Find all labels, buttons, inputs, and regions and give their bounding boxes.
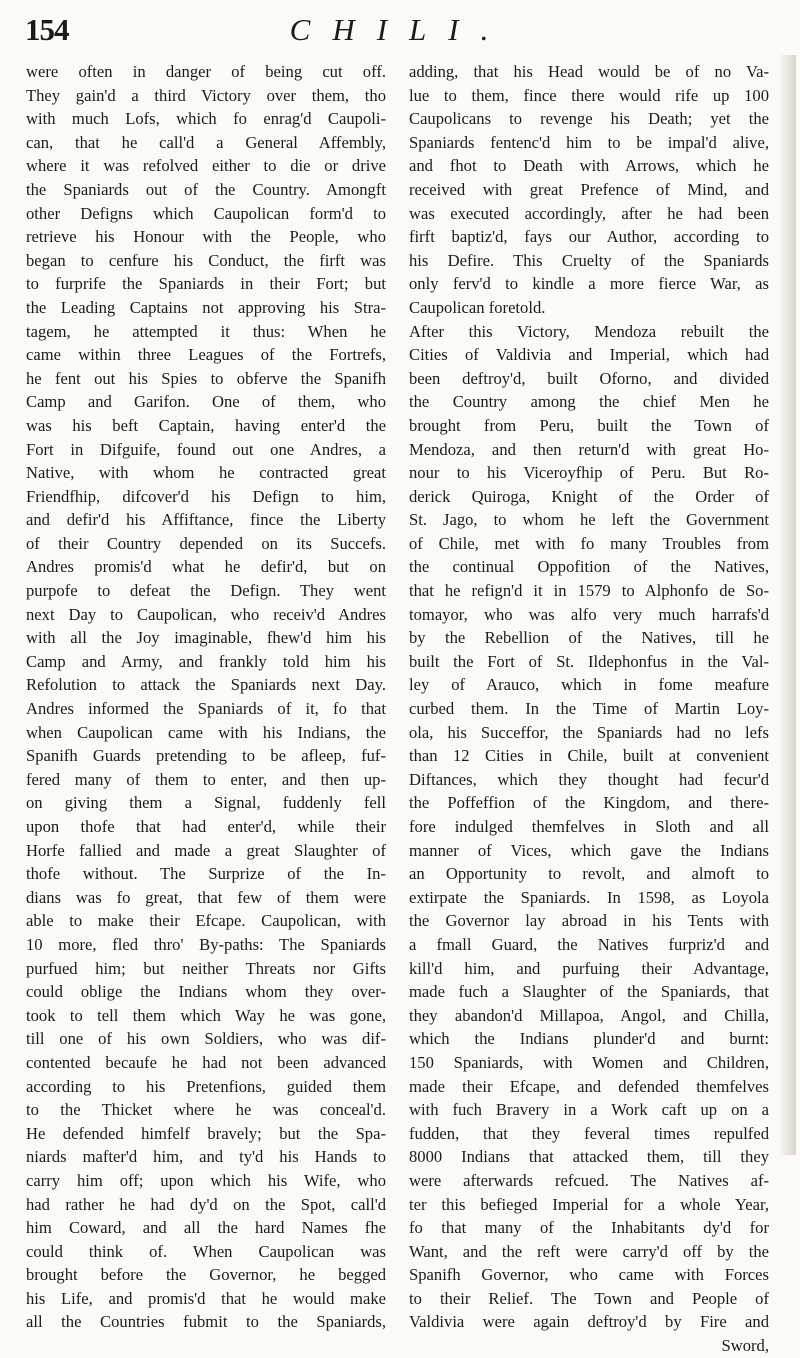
text-line: contented becaufe he had not been advanced (26, 1052, 386, 1072)
text-line: a fmall Guard, the Natives furpriz'd and (409, 934, 769, 954)
text-line: and defir'd his Affiftance, fince the Liberty (26, 510, 386, 530)
text-line: fore indulged themfelves in Sloth and all (409, 817, 769, 836)
text-line: where it was refolved either to die or drive (26, 156, 386, 176)
text-line: they abandon'd Millapoa, Angol, and Chilla, (409, 1005, 769, 1025)
text-line: able to make their Efcape. Caupolican, with (26, 911, 386, 931)
text-line: dians was fo great, that few of them were (26, 887, 386, 907)
text-line: Horfe fallied and made a great Slaughter of (26, 840, 386, 860)
text-line: brought from Peru, built the Town of (409, 415, 769, 435)
text-line: upon thofe that had enter'd, while their (26, 817, 386, 836)
text-line: on giving them a Signal, fuddenly fell (26, 793, 386, 813)
text-line: tomayor, who was alfo very much harrafs'd (409, 604, 769, 624)
text-line: tagem, he attempted it thus: When he (26, 321, 386, 341)
text-line: brought before the Governor, he begged (26, 1265, 386, 1285)
text-line: the Country among the chief Men he (409, 392, 769, 412)
text-line: 150 Spaniards, with Women and Children, (409, 1052, 769, 1072)
text-line: thofe without. The Surprize of the In- (26, 864, 386, 884)
text-line: Spaniards fentenc'd him to be impal'd alive, (409, 132, 769, 152)
text-line: till one of his own Soldiers, who was dif- (26, 1029, 386, 1049)
text-line: Andres promis'd what he defir'd, but on (26, 557, 386, 577)
page-header (0, 12, 800, 46)
text-line: purpofe to defeat the Defign. They went (26, 581, 386, 601)
text-line: could think of. When Caupolican was (26, 1241, 386, 1261)
text-line: were afterwards refcued. The Natives af- (409, 1170, 769, 1190)
text-line: his Life, and promis'd that he would make (26, 1288, 386, 1308)
page-number: 154 (25, 12, 69, 47)
text-line: the Leading Captains not approving his Stra- (26, 297, 386, 317)
text-line: an Opportunity to revolt, and almoft to (409, 864, 769, 884)
text-line: by the Rebellion of the Natives, till he (409, 628, 769, 648)
text-line: manner of Vices, which gave the Indians (409, 840, 769, 860)
text-line: extirpate the Spaniards. In 1598, as Loyola (409, 887, 769, 907)
text-line: nour to his Viceroyfhip of Peru. But Ro- (409, 463, 769, 483)
text-line: They gain'd a third Victory over them, tho (26, 85, 386, 105)
page-edge-shadow (778, 55, 796, 1155)
text-line: the continual Oppofition of the Natives, (409, 557, 769, 577)
text-line: the Poffeffion of the Kingdom, and there- (409, 793, 769, 813)
text-line: Camp and Army, and frankly told him his (26, 651, 386, 671)
text-line: made fuch a Slaughter of the Spaniards, that (409, 982, 769, 1002)
text-line: received with great Prefence of Mind, and (409, 179, 769, 199)
text-line: made their Efcape, and defended themfelves (409, 1076, 769, 1096)
text-line: with all the Joy imaginable, fhew'd him his (26, 628, 386, 648)
text-line: all the Countries fubmit to the Spaniards, (26, 1312, 386, 1332)
text-line: when Caupolican came with his Indians, the (26, 722, 386, 742)
text-line: Andres informed the Spaniards of it, fo that (26, 699, 386, 719)
text-line: fudden, that they feveral times repulfed (409, 1123, 769, 1143)
text-line: ola, his Succeffor, the Spaniards had no lefs (409, 722, 769, 742)
text-line: took to tell them which Way he was gone, (26, 1005, 386, 1025)
running-title: CHILI. (289, 12, 511, 47)
text-line: carry him off; upon which his Wife, who (26, 1170, 386, 1190)
text-line: Sword, (721, 1336, 769, 1356)
text-line: Cities of Valdivia and Imperial, which had (409, 345, 769, 365)
text-line: purfued him; but neither Threats nor Gifts (26, 958, 386, 978)
text-line: retrieve his Honour with the People, who (26, 227, 386, 247)
text-line: to the Thicket where he was conceal'd. (26, 1100, 386, 1120)
text-line: built the Fort of St. Ildephonfus in the Val- (409, 651, 769, 671)
text-line: fo that many of the Inhabitants dy'd for (409, 1218, 769, 1238)
text-line: He defended himfelf bravely; but the Spa- (26, 1123, 386, 1143)
text-line: can, that he call'd a General Affembly, (26, 132, 386, 152)
text-line: was executed accordingly, after he had been (409, 203, 769, 223)
text-line: Caupolicans to revenge his Death; yet the (409, 109, 769, 129)
text-line: with fuch Bravery in a Work caft up on a (409, 1100, 769, 1120)
text-line: began to cenfure his Conduct, the firft was (26, 250, 386, 270)
text-line: and fhot to Death with Arrows, which he (409, 156, 769, 176)
text-line: to their Relief. The Town and People of (409, 1288, 769, 1308)
text-line: to furprife the Spaniards in their Fort; but (26, 274, 386, 294)
text-line: he fent out his Spies to obferve the Spanifh (26, 368, 386, 388)
text-line: Diftances, which they thought had fecur'd (409, 769, 769, 789)
text-line: St. Jago, to whom he left the Government (409, 510, 769, 530)
text-line: only ferv'd to kindle a more fierce War, as (409, 274, 769, 294)
text-line: kill'd him, and purfuing their Advantage, (409, 958, 769, 978)
text-line: Spanifh Governor, who came with Forces (409, 1265, 769, 1285)
left-text-column (26, 60, 386, 1334)
right-text-column (409, 60, 769, 1358)
text-line: adding, that his Head would be of no Va- (409, 62, 769, 81)
text-line: lue to them, fince there would rife up 100 (409, 85, 769, 105)
text-line: After this Victory, Mendoza rebuilt the (409, 321, 769, 341)
text-line: of their Country depended on its Succefs. (26, 533, 386, 553)
text-line: that he refign'd it in 1579 to Alphonfo de So- (409, 581, 769, 601)
text-line: Refolution to attack the Spaniards next Day. (26, 675, 386, 695)
text-line: other Defigns which Caupolican form'd to (26, 203, 386, 223)
text-line: Camp and Garifon. One of them, who (26, 392, 386, 412)
text-line: next Day to Caupolican, who receiv'd Andres (26, 604, 386, 624)
text-line: firft baptiz'd, fays our Author, according to (409, 227, 769, 247)
text-line: Mendoza, and then return'd with great Ho- (409, 439, 769, 459)
text-line: of Chile, met with fo many Troubles from (409, 533, 769, 553)
text-line: were often in danger of being cut off. (26, 62, 386, 81)
text-line: Friendfhip, difcover'd his Defign to him, (26, 486, 386, 506)
text-line: fered many of them to enter, and then up- (26, 769, 386, 789)
text-line: been deftroy'd, built Oforno, and divided (409, 368, 769, 388)
text-line: Fort in Difguife, found out one Andres, a (26, 439, 386, 459)
text-line: which the Indians plunder'd and burnt: (409, 1029, 769, 1049)
text-line: his Defire. This Cruelty of the Spaniards (409, 250, 769, 270)
text-line: derick Quiroga, Knight of the Order of (409, 486, 769, 506)
text-line: than 12 Cities in Chile, built at convenient (409, 746, 769, 766)
text-line: Caupolican foretold. (409, 297, 546, 317)
text-line: Spanifh Guards pretending to be afleep, fuf- (26, 746, 386, 766)
text-line: came within three Leagues of the Fortrefs, (26, 345, 386, 365)
text-line: the Spaniards out of the Country. Amongft (26, 179, 386, 199)
text-line: him Coward, and all the hard Names fhe (26, 1218, 386, 1238)
text-line: ley of Arauco, which in fome meafure (409, 675, 769, 695)
text-line: 10 more, fled thro' By-paths: The Spaniards (26, 934, 386, 954)
text-line: was his beft Captain, having enter'd the (26, 415, 386, 435)
text-line: curbed them. In the Time of Martin Loy- (409, 699, 769, 719)
text-line: niards mafter'd him, and ty'd his Hands to (26, 1147, 386, 1167)
text-line: with much Lofs, which fo enrag'd Caupoli- (26, 109, 386, 129)
text-line: the Governor lay abroad in his Tents with (409, 911, 769, 931)
text-line: according to his Pretenfions, guided them (26, 1076, 386, 1096)
text-line: had rather he had dy'd on the Spot, call'd (26, 1194, 386, 1214)
text-line: Native, with whom he contracted great (26, 463, 386, 483)
text-line: Valdivia were again deftroy'd by Fire and (409, 1312, 769, 1332)
text-line: ter this befieged Imperial for a whole Year, (409, 1194, 769, 1214)
text-line: could oblige the Indians whom they over- (26, 982, 386, 1002)
text-line: 8000 Indians that attacked them, till they (409, 1147, 769, 1167)
text-line: Want, and the reft were carry'd off by the (409, 1241, 769, 1261)
